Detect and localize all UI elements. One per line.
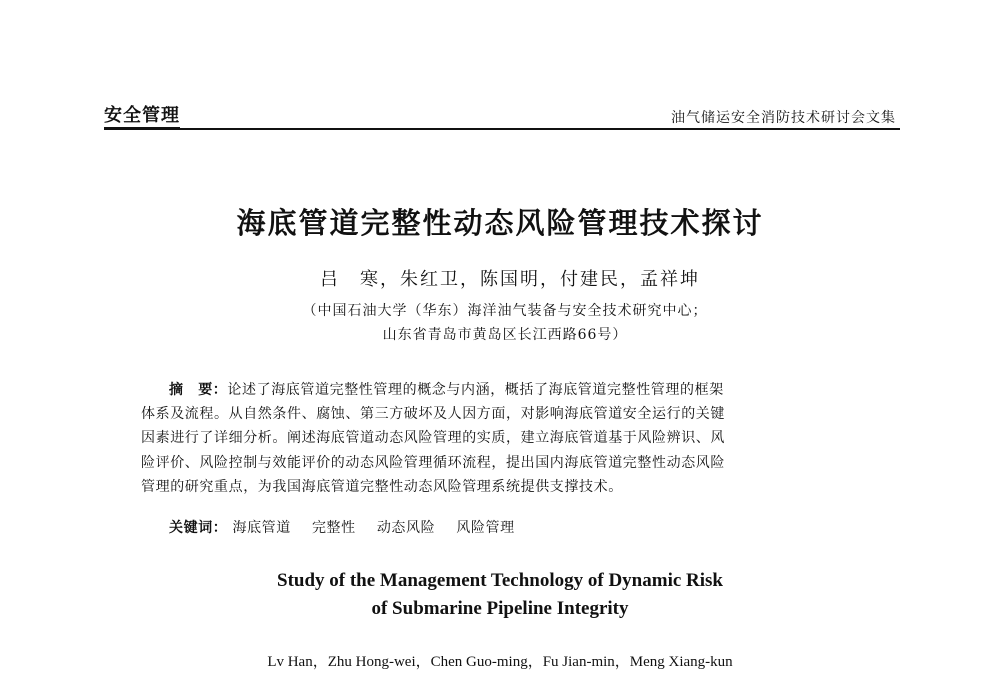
abstract-line-5: 管理的研究重点，为我国海底管道完整性动态风险管理系统提供支撑技术。 bbox=[141, 478, 623, 495]
keywords-label: 关键词： bbox=[169, 520, 228, 536]
section-header-label: 安全管理 bbox=[104, 105, 180, 129]
abstract-line-3: 因素进行了详细分析。阐述海底管道动态风险管理的实质，建立海底管道基于风险辨识、风 bbox=[141, 430, 725, 447]
paper-title-cn: 海底管道完整性动态风险管理技术探讨 bbox=[236, 206, 764, 240]
abstract-text-1: 论述了海底管道完整性管理的概念与内涵，概括了海底管道完整性管理的框架 bbox=[227, 382, 724, 398]
affiliation-line-2: 山东省青岛市黄岛区长江西路66号） bbox=[382, 327, 628, 343]
title-en-line-1: Study of the Management Technology of Dynamic Risk bbox=[277, 570, 723, 591]
abstract-line-1 bbox=[141, 378, 866, 402]
title-en-line-2: of Submarine Pipeline Integrity bbox=[371, 598, 629, 619]
authors-cn: 吕 寒，朱红卫，陈国明，付建民，孟祥坤 bbox=[320, 269, 700, 290]
paper-title-en bbox=[0, 567, 1000, 623]
abstract-block bbox=[141, 378, 866, 499]
authors-en: Lv Han，Zhu Hong-wei，Chen Guo-ming，Fu Jian-min，Meng Xiang-kun bbox=[267, 654, 733, 670]
keyword-item: 动态风险 bbox=[376, 520, 436, 536]
keywords-block bbox=[169, 517, 531, 539]
header-rule bbox=[104, 128, 900, 130]
abstract-line-2: 体系及流程。从自然条件、腐蚀、第三方破坏及人因方面，对影响海底管道安全运行的关键 bbox=[141, 406, 725, 423]
keyword-item: 完整性 bbox=[311, 520, 356, 536]
abstract-line-4: 险评价、风险控制与效能评价的动态风险管理循环流程，提出国内海底管道完整性动态风险 bbox=[141, 454, 725, 471]
journal-header-label: 油气储运安全消防技术研讨会文集 bbox=[671, 110, 896, 126]
abstract-label: 摘 要： bbox=[169, 382, 228, 398]
keyword-item: 风险管理 bbox=[456, 520, 515, 536]
affiliation-line-1: （中国石油大学（华东）海洋油气装备与安全技术研究中心； bbox=[302, 303, 708, 319]
keyword-item: 海底管道 bbox=[232, 520, 291, 536]
